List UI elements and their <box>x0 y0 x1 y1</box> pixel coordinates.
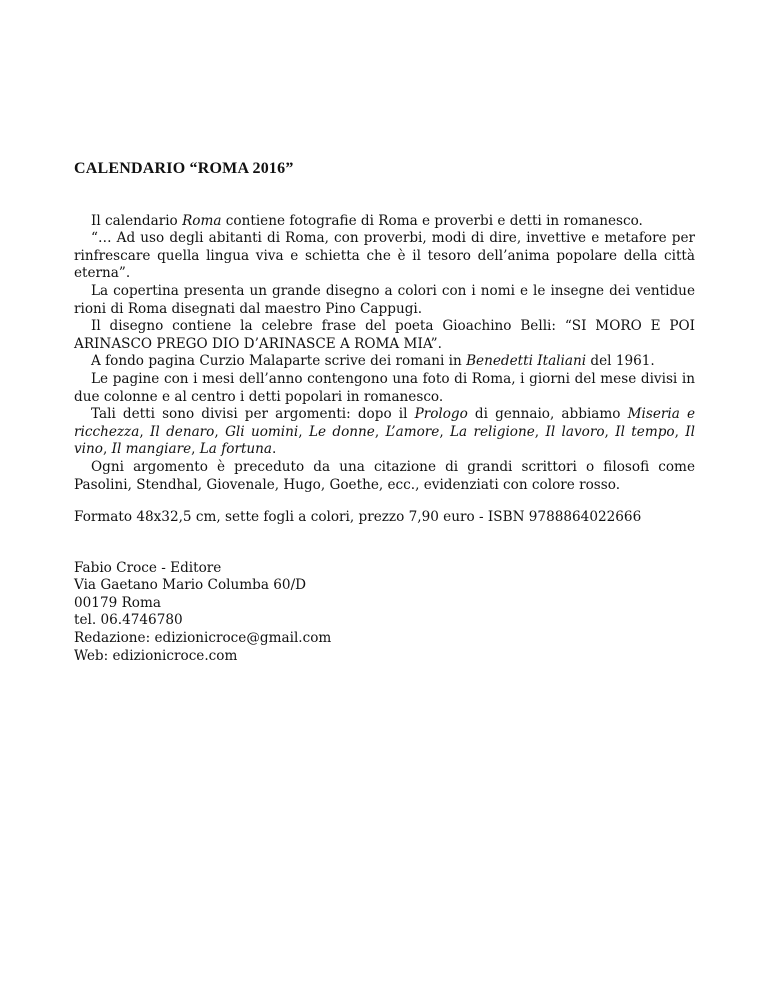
paragraph-text: . <box>272 441 277 458</box>
publisher-email: Redazione: edizionicroce@gmail.com <box>74 630 332 647</box>
page-title: CALENDARIO “ROMA 2016” <box>74 160 294 177</box>
body-paragraph <box>74 371 695 406</box>
italic-title-text: L’amore <box>385 423 440 440</box>
paragraph-text: Le pagine con i mesi dell’anno contengono una foto di Roma, i giorni del mese divisi in due colonne e al centro i detti popolari in romanesco. <box>74 370 695 405</box>
paragraph-text: Il calendario <box>91 212 183 229</box>
paragraph-text: , <box>674 423 686 440</box>
description-body <box>74 213 695 495</box>
italic-title-text: La religione <box>450 423 535 440</box>
paragraph-text: , <box>102 441 112 458</box>
publisher-address: Via Gaetano Mario Columba 60/D <box>74 577 307 594</box>
body-paragraph <box>74 213 695 231</box>
italic-title-text: Gli uomini <box>225 423 299 440</box>
body-paragraph <box>74 318 695 353</box>
paragraph-text: Ogni argomento è preceduto da una citazione di grandi scrittori o filosofi come Pasolini, Stendhal, Giovenale, Hugo, Goethe, ecc., evidenziati con colore rosso. <box>74 458 695 493</box>
italic-title-text: Benedetti Italiani <box>466 353 587 370</box>
paragraph-text: , <box>604 423 616 440</box>
paragraph-text: A fondo pagina Curzio Malaparte scrive dei romani in <box>91 353 467 370</box>
italic-title-text: Il lavoro <box>545 423 605 440</box>
document-page <box>74 160 695 665</box>
paragraph-text: Tali detti sono divisi per argomenti: dopo il <box>91 406 415 423</box>
paragraph-text: , <box>534 423 546 440</box>
publisher-web: Web: edizionicroce.com <box>74 647 238 664</box>
paragraph-text: , <box>298 423 309 440</box>
body-paragraph <box>74 283 695 318</box>
publisher-contact-block <box>74 560 695 666</box>
italic-title-text: Roma <box>182 212 222 229</box>
italic-title-text: Il mangiare <box>111 441 192 458</box>
paragraph-text: di gennaio, abbiamo <box>467 406 628 423</box>
paragraph-text: Il disegno contiene la celebre frase del poeta Gioachino Belli: “SI MORO E POI ARINASCO PREGO DIO D’ARINASCE A ROMA MIA”. <box>74 318 695 352</box>
publisher-city: 00179 Roma <box>74 594 161 611</box>
spacer <box>74 527 695 560</box>
italic-title-text: Le donne <box>308 423 375 440</box>
italic-title-text: Il tempo <box>615 423 675 440</box>
paragraph-text: , <box>439 423 451 440</box>
italic-title-text: Prologo <box>414 406 468 423</box>
format-info <box>74 509 695 527</box>
italic-title-text: Il vino <box>74 423 695 458</box>
body-paragraph <box>74 459 695 494</box>
publisher-phone: tel. 06.4746780 <box>74 612 183 629</box>
italic-title-text: La fortuna <box>199 441 273 458</box>
italic-title-text: Miseria e ricchezza <box>74 406 695 440</box>
body-paragraph <box>74 353 695 371</box>
spacer <box>74 494 695 509</box>
paragraph-text: del 1961. <box>586 353 655 370</box>
paragraph-text: , <box>191 441 200 458</box>
paragraph-text: , <box>139 423 150 440</box>
paragraph-text: , <box>374 423 386 440</box>
paragraph-text: , <box>214 423 226 440</box>
paragraph-text: “… Ad uso degli abitanti di Roma, con proverbi, modi di dire, invettive e metafore per rinfrescare quella lingua viva e schietta che è il tesoro dell’anima popolare della città eterna”. <box>74 230 695 282</box>
format-line: Formato 48x32,5 cm, sette fogli a colori, prezzo 7,90 euro - ISBN 9788864022666 <box>74 509 642 526</box>
publisher-name: Fabio Croce - Editore <box>74 559 222 576</box>
italic-title-text: Il denaro <box>150 423 215 440</box>
paragraph-text: La copertina presenta un grande disegno a colori con i nomi e le insegne dei ventidue rioni di Roma disegnati dal maestro Pino Cappugi. <box>74 282 695 317</box>
body-paragraph <box>74 230 695 283</box>
body-paragraph <box>74 406 695 459</box>
paragraph-text: contiene fotografie di Roma e proverbi e detti in romanesco. <box>221 212 643 229</box>
